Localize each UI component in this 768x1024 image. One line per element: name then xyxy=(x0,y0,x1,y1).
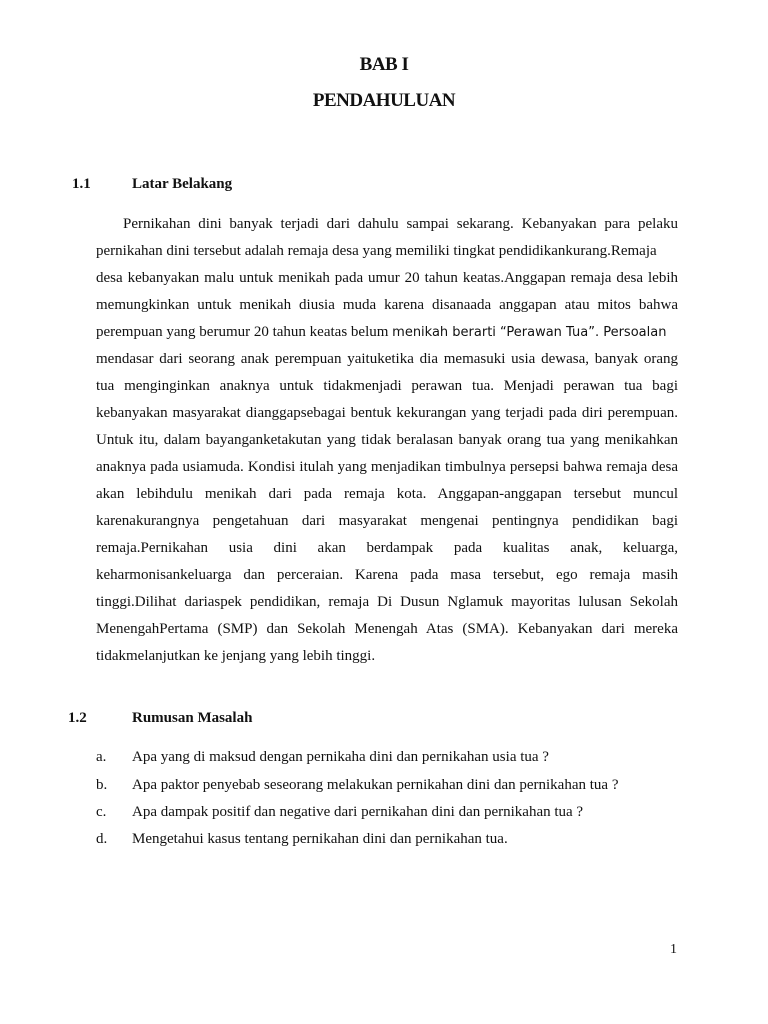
chapter-heading: BAB I xyxy=(359,54,409,75)
list-item-text: Apa dampak positif dan negative dari pernikahan dini dan pernikahan tua ? xyxy=(132,804,584,820)
paragraph-line-part: menikah berarti “Perawan Tua”. Persoalan xyxy=(392,325,667,340)
paragraph-line: tidakmelanjutkan ke jenjang yang lebih tinggi. xyxy=(96,648,376,664)
section-title: Rumusan Masalah xyxy=(132,710,253,726)
paragraph-line: Untuk itu, dalam bayanganketakutan yang tidak beralasan banyak orang tua yang menikahkan xyxy=(96,432,678,448)
paragraph-line: desa kebanyakan malu untuk menikah pada umur 20 tahun keatas.Anggapan remaja desa lebih xyxy=(96,270,678,286)
page-number: 1 xyxy=(670,942,677,957)
paragraph-line: remaja.Pernikahan usia dini akan berdampak pada kualitas anak, keluarga, xyxy=(96,540,678,556)
section-number: 1.2 xyxy=(68,710,87,726)
paragraph-line: Pernikahan dini banyak terjadi dari dahulu sampai sekarang. Kebanyakan para pelaku xyxy=(123,216,678,232)
paragraph-line: karenakurangnya pengetahuan dari masyarakat mengenai pentingnya pendidikan bagi xyxy=(96,513,678,529)
paragraph-line: kebanyakan masyarakat dianggapsebagai bentuk kekurangan yang terjadi pada diri perempuan. xyxy=(96,405,678,421)
paragraph-line: keharmonisankeluarga dan perceraian. Karena pada masa tersebut, ego remaja masih xyxy=(96,567,678,583)
list-item-letter: d. xyxy=(96,831,108,847)
paragraph-line: akan lebihdulu menikah dari pada remaja kota. Anggapan-anggapan tersebut muncul xyxy=(96,486,678,502)
paragraph-line xyxy=(96,322,678,342)
list-item-letter: b. xyxy=(96,777,108,793)
list-item-letter: c. xyxy=(96,804,107,820)
paragraph-line: pernikahan dini tersebut adalah remaja desa yang memiliki tingkat pendidikankurang.Remaja xyxy=(96,243,657,259)
paragraph-line: mendasar dari seorang anak perempuan yaituketika dia memasuki usia dewasa, banyak orang xyxy=(96,351,678,367)
paragraph-line: memungkinkan untuk menikah diusia muda karena disanaada anggapan atau mitos bahwa xyxy=(96,297,678,313)
chapter-title: PENDAHULUAN xyxy=(312,90,456,111)
list-item-text: Apa yang di maksud dengan pernikaha dini dan pernikahan usia tua ? xyxy=(132,749,549,765)
list-item-letter: a. xyxy=(96,749,107,765)
paragraph-line: MenengahPertama (SMP) dan Sekolah Menengah Atas (SMA). Kebanyakan dari mereka xyxy=(96,621,678,637)
list-item-text: Mengetahui kasus tentang pernikahan dini dan pernikahan tua. xyxy=(132,831,508,847)
paragraph-line-part: perempuan yang berumur 20 tahun keatas belum xyxy=(96,324,389,340)
paragraph-line: anaknya pada usiamuda. Kondisi itulah yang menjadikan timbulnya persepsi bahwa remaja desa xyxy=(96,459,678,475)
paragraph-line: tua menginginkan anaknya untuk tidakmenjadi perawan tua. Menjadi perawan tua bagi xyxy=(96,378,678,394)
paragraph-line: tinggi.Dilihat dariaspek pendidikan, remaja Di Dusun Nglamuk mayoritas lulusan Sekolah xyxy=(96,594,678,610)
list-item-text: Apa paktor penyebab seseorang melakukan pernikahan dini dan pernikahan tua ? xyxy=(132,777,619,793)
section-title: Latar Belakang xyxy=(132,176,233,192)
section-number: 1.1 xyxy=(72,176,91,192)
